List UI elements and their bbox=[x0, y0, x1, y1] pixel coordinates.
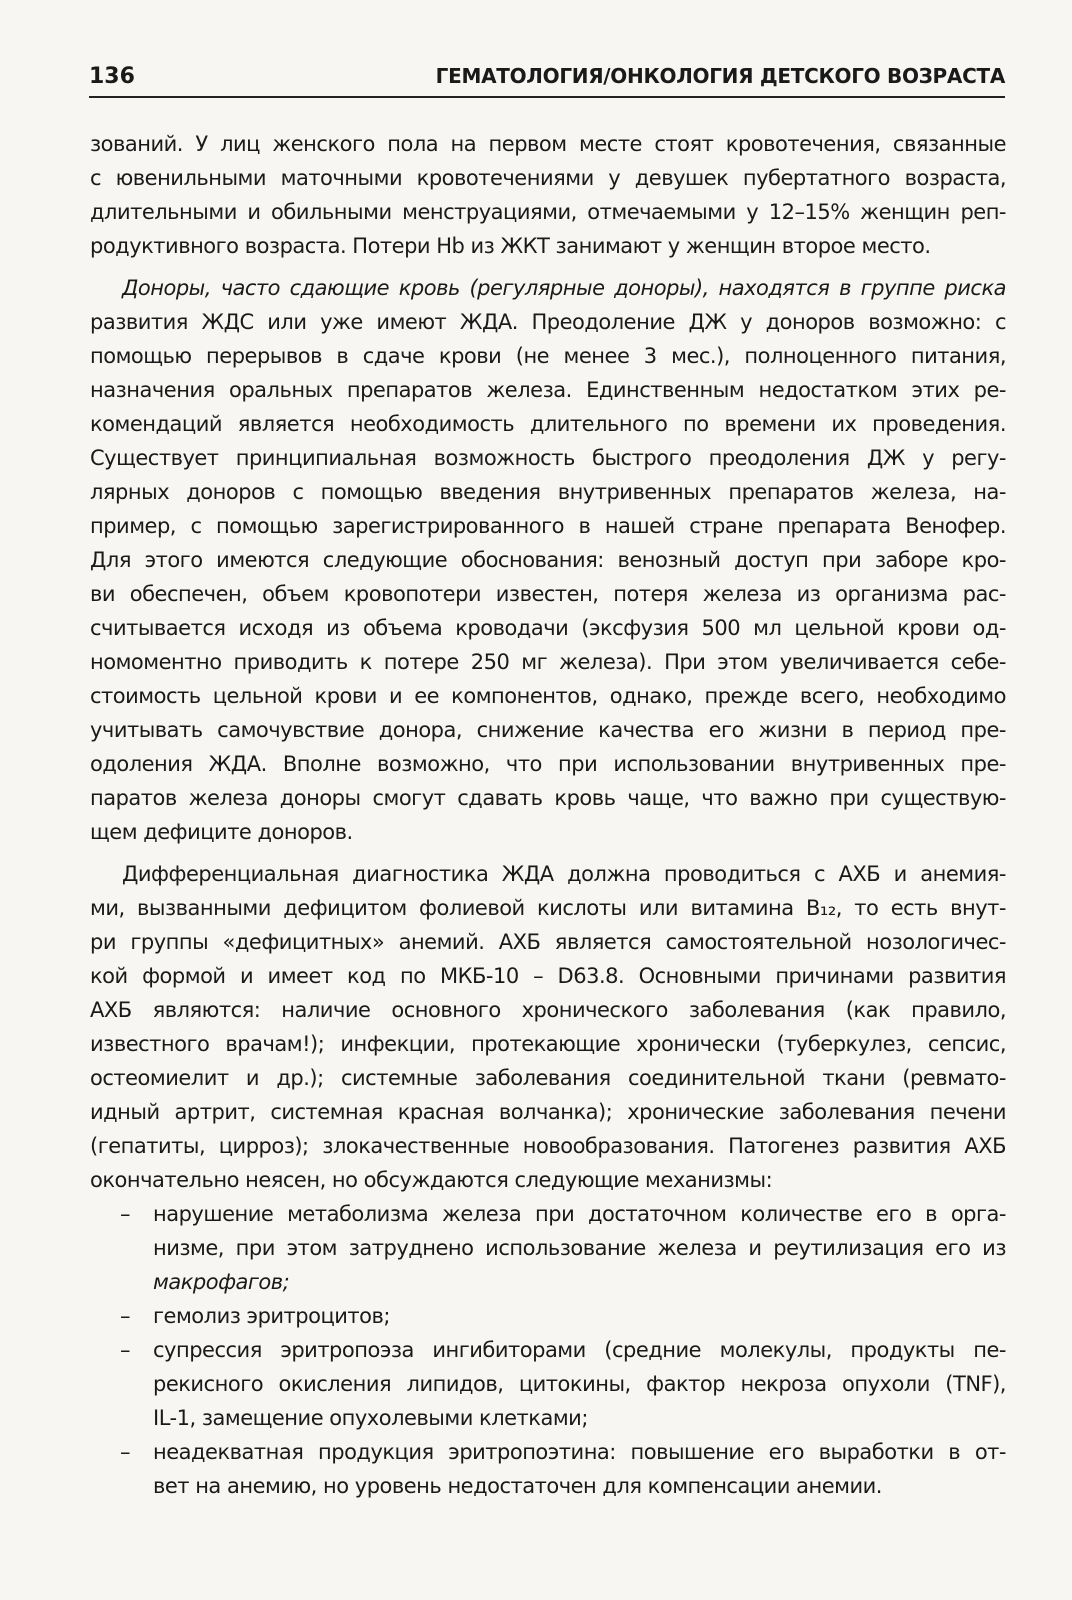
list-item bbox=[90, 1197, 1006, 1299]
dash-bullet: – bbox=[120, 1338, 130, 1362]
text-line: АХБ являются: наличие основного хронического заболевания (как правило, bbox=[90, 998, 1006, 1022]
list-line: – гемолиз эритроцитов; bbox=[90, 1299, 1006, 1333]
list-item bbox=[90, 1299, 1006, 1333]
paragraph-3 bbox=[90, 857, 1006, 1197]
text-line: (гепатиты, цирроз); злокачественные новообразования. Патогенез развития АХБ bbox=[90, 1134, 1006, 1158]
text-line: идный артрит, системная красная волчанка); хронические заболевания печени bbox=[90, 1100, 1006, 1124]
text-line: номоментно приводить к потере 250 мг железа). При этом увеличивается себе- bbox=[90, 650, 1006, 674]
list-line: – супрессия эритропоэза ингибиторами (средние молекулы, продукты пе- bbox=[90, 1333, 1006, 1367]
text-line: известного врачам!); инфекции, протекающие хронически (туберкулез, сепсис, bbox=[90, 1032, 1006, 1056]
text-line: ви обеспечен, объем кровопотери известен, потеря железа из организма рас- bbox=[90, 582, 1006, 606]
text-line: Доноры, часто сдающие кровь (регулярные доноры), находятся в группе риска bbox=[122, 276, 1006, 300]
dash-bullet: – bbox=[120, 1202, 130, 1226]
page-header bbox=[89, 62, 1005, 98]
list-line: низме, при этом затруднено использование железа и реутилизация его из bbox=[153, 1236, 1006, 1260]
dash-bullet: – bbox=[120, 1440, 130, 1464]
list-line: макрофагов; bbox=[153, 1270, 290, 1294]
text-line: считывается исходя из объема кроводачи (эксфузия 500 мл цельной крови од- bbox=[90, 616, 1006, 640]
text-line: учитывать самочувствие донора, снижение качества его жизни в период пре- bbox=[90, 718, 1006, 742]
list-item bbox=[90, 1333, 1006, 1435]
list-line: рекисного окисления липидов, цитокины, фактор некроза опухоли (TNF), bbox=[153, 1372, 1006, 1396]
text-line: родуктивного возраста. Потери Hb из ЖКТ занимают у женщин второе место. bbox=[90, 234, 931, 258]
mechanism-list bbox=[90, 1197, 1006, 1503]
text-line: пример, с помощью зарегистрированного в нашей стране препарата Венофер. bbox=[90, 514, 1006, 538]
list-line: IL-1, замещение опухолевыми клетками; bbox=[153, 1406, 588, 1430]
text-line: зований. У лиц женского пола на первом месте стоят кровотечения, связанные bbox=[90, 132, 1006, 156]
text-line: одоления ЖДА. Вполне возможно, что при использовании внутривенных пре- bbox=[90, 752, 1006, 776]
text-line: ми, вызванными дефицитом фолиевой кислоты или витамина B₁₂, то есть внут- bbox=[90, 896, 1006, 920]
text-line: ри группы «дефицитных» анемий. АХБ является самостоятельной нозологичес- bbox=[90, 930, 1006, 954]
paragraph-1 bbox=[90, 127, 1006, 263]
paragraph-2 bbox=[90, 271, 1006, 849]
text-line: помощью перерывов в сдаче крови (не менее 3 мес.), полноценного питания, bbox=[90, 344, 1006, 368]
body-text bbox=[90, 127, 1006, 1503]
list-line: – нарушение метаболизма железа при достаточном количестве его в орга- bbox=[90, 1197, 1006, 1231]
list-line: – неадекватная продукция эритропоэтина: повышение его выработки в от- bbox=[90, 1435, 1006, 1469]
page-number: 136 bbox=[89, 64, 135, 89]
running-title: ГЕМАТОЛОГИЯ/ОНКОЛОГИЯ ДЕТСКОГО ВОЗРАСТА bbox=[435, 64, 1005, 88]
text-line: паратов железа доноры смогут сдавать кровь чаще, что важно при существую- bbox=[90, 786, 1006, 810]
text-line: развития ЖДС или уже имеют ЖДА. Преодоление ДЖ у доноров возможно: с bbox=[90, 310, 1006, 334]
text-line: остеомиелит и др.); системные заболевания соединительной ткани (ревмато- bbox=[90, 1066, 1006, 1090]
dash-bullet: – bbox=[120, 1304, 130, 1328]
text-line: лярных доноров с помощью введения внутривенных препаратов железа, на- bbox=[90, 480, 1006, 504]
list-item bbox=[90, 1435, 1006, 1503]
text-line: комендаций является необходимость длительного по времени их проведения. bbox=[90, 412, 1006, 436]
text-line: окончательно неясен, но обсуждаются следующие механизмы: bbox=[90, 1168, 773, 1192]
text-line: Дифференциальная диагностика ЖДА должна проводиться с АХБ и анемия- bbox=[122, 862, 1006, 886]
text-line: кой формой и имеет код по МКБ-10 – D63.8. Основными причинами развития bbox=[90, 964, 1006, 988]
text-line: назначения оральных препаратов железа. Единственным недостатком этих ре- bbox=[90, 378, 1006, 402]
list-line: вет на анемию, но уровень недостаточен для компенсации анемии. bbox=[153, 1474, 882, 1498]
text-line: стоимость цельной крови и ее компонентов, однако, прежде всего, необходимо bbox=[90, 684, 1006, 708]
text-line: с ювенильными маточными кровотечениями у девушек пубертатного возраста, bbox=[90, 166, 1006, 190]
text-line: длительными и обильными менструациями, отмечаемыми у 12–15% женщин реп- bbox=[90, 200, 1006, 224]
text-line: Существует принципиальная возможность быстрого преодоления ДЖ у регу- bbox=[90, 446, 1006, 470]
text-line: щем дефиците доноров. bbox=[90, 820, 353, 844]
text-line: Для этого имеются следующие обоснования: венозный доступ при заборе кро- bbox=[90, 548, 1006, 572]
